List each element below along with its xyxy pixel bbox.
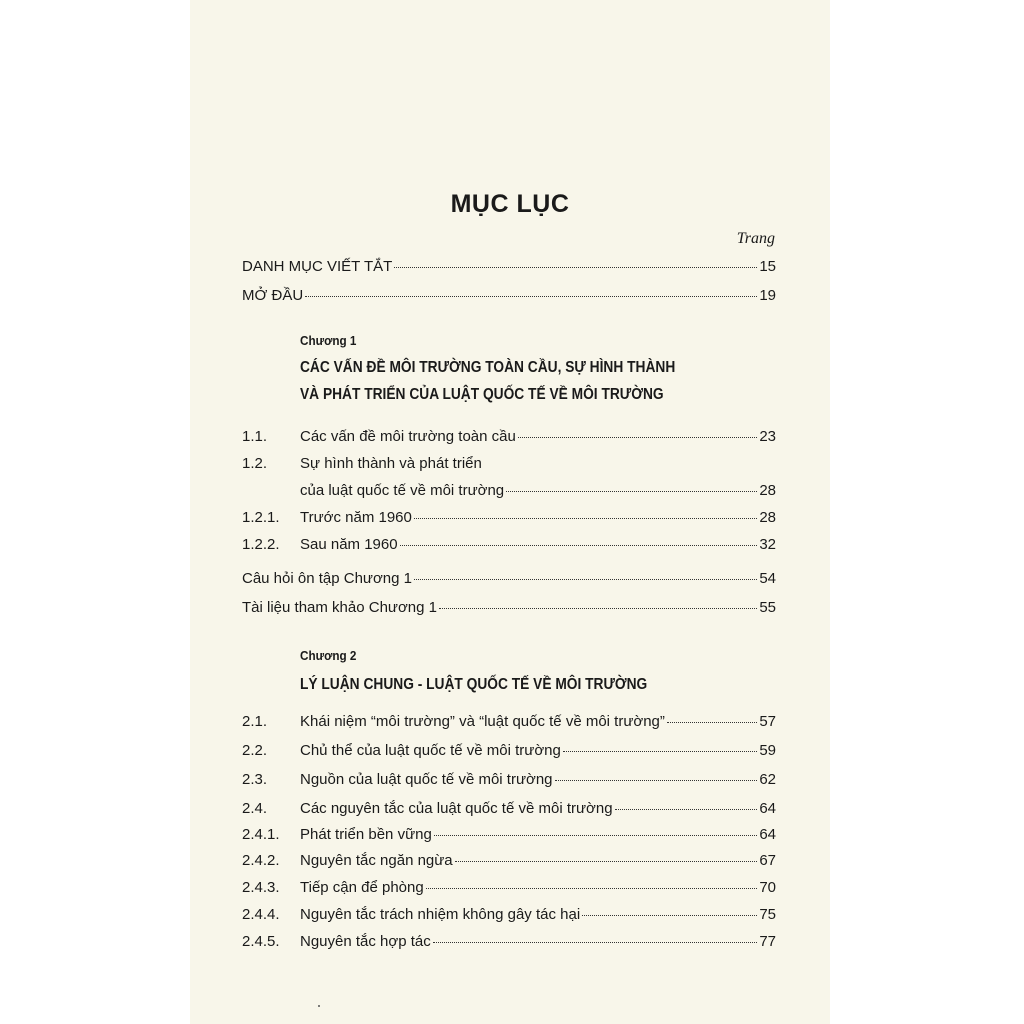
leader-dots <box>414 518 757 519</box>
toc-entry <box>242 713 776 733</box>
toc-entry <box>242 455 776 475</box>
toc-entry <box>242 258 776 278</box>
leader-dots <box>667 722 757 723</box>
entry-text: Khái niệm “môi trường” và “luật quốc tế về môi trường” <box>300 713 665 730</box>
leader-dots <box>433 942 758 943</box>
chapter-label: Chương 2 <box>300 648 357 663</box>
leader-dots <box>615 809 758 810</box>
entry-text: của luật quốc tế về môi trường <box>300 482 505 499</box>
entry-page: 70 <box>759 879 776 896</box>
entry-page: 67 <box>759 852 776 869</box>
entry-number: 2.4.2. <box>242 852 280 869</box>
entry-text: Sau năm 1960 <box>300 536 398 553</box>
toc-entry <box>242 933 776 953</box>
entry-text: Nguồn của luật quốc tế về môi trường <box>300 771 553 788</box>
chapter-heading: LÝ LUẬN CHUNG - LUẬT QUỐC TẾ VỀ MÔI TRƯỜNG <box>300 676 648 693</box>
leader-dots <box>434 835 758 836</box>
entry-page: 55 <box>759 599 776 616</box>
leader-dots <box>400 545 758 546</box>
leader-dots <box>439 608 757 609</box>
entry-page: 28 <box>759 509 776 526</box>
toc-entry <box>242 509 776 529</box>
toc-entry <box>242 482 776 502</box>
entry-page: 77 <box>759 933 776 950</box>
entry-text: Trước năm 1960 <box>300 509 412 526</box>
entry-number: 2.4. <box>242 800 268 817</box>
entry-page: 64 <box>759 800 776 817</box>
entry-page: 19 <box>759 287 776 304</box>
book-page <box>190 0 830 1024</box>
toc-entry <box>242 570 776 590</box>
leader-dots <box>426 888 758 889</box>
toc-entry <box>242 826 776 846</box>
entry-number: 1.2. <box>242 455 268 472</box>
entry-page: 23 <box>759 428 776 445</box>
entry-page: 75 <box>759 906 776 923</box>
entry-text: Nguyên tắc ngăn ngừa <box>300 852 453 869</box>
entry-text: DANH MỤC VIẾT TẮT <box>242 258 393 275</box>
entry-number: 2.4.4. <box>242 906 280 923</box>
toc-entry <box>242 742 776 762</box>
entry-number: 2.1. <box>242 713 268 730</box>
toc-entry <box>242 852 776 872</box>
entry-number: 1.2.1. <box>242 509 280 526</box>
entry-page: 32 <box>759 536 776 553</box>
toc-entry <box>242 906 776 926</box>
entry-text: Sự hình thành và phát triển <box>300 455 482 472</box>
entry-number: 1.2.2. <box>242 536 280 553</box>
entry-number: 2.2. <box>242 742 268 759</box>
leader-dots <box>555 780 758 781</box>
page-title: MỤC LỤC <box>450 190 570 218</box>
entry-text: Nguyên tắc hợp tác <box>300 933 431 950</box>
entry-text: Các nguyên tắc của luật quốc tế về môi trường <box>300 800 613 817</box>
toc-entry <box>242 800 776 820</box>
entry-number: 2.3. <box>242 771 268 788</box>
toc-entry <box>242 599 776 619</box>
toc-entry <box>242 771 776 791</box>
leader-dots <box>414 579 757 580</box>
entry-text: Các vấn đề môi trường toàn cầu <box>300 428 516 445</box>
leader-dots <box>518 437 757 438</box>
entry-page: 62 <box>759 771 776 788</box>
leader-dots <box>506 491 757 492</box>
leader-dots <box>455 861 758 862</box>
chapter-heading: VÀ PHÁT TRIỂN CỦA LUẬT QUỐC TẾ VỀ MÔI TRƯỜNG <box>300 386 664 403</box>
toc-entry <box>242 428 776 448</box>
chapter-label: Chương 1 <box>300 333 357 348</box>
speck <box>318 1005 320 1007</box>
toc-entry <box>242 536 776 556</box>
chapter-heading: CÁC VẤN ĐỀ MÔI TRƯỜNG TOÀN CẦU, SỰ HÌNH THÀNH <box>300 359 676 376</box>
entry-page: 59 <box>759 742 776 759</box>
entry-number: 2.4.1. <box>242 826 280 843</box>
entry-page: 15 <box>759 258 776 275</box>
leader-dots <box>563 751 757 752</box>
entry-page: 57 <box>759 713 776 730</box>
leader-dots <box>582 915 757 916</box>
leader-dots <box>394 267 757 268</box>
entry-number: 2.4.3. <box>242 879 280 896</box>
entry-text: Phát triển bền vững <box>300 826 432 843</box>
entry-text: Tài liệu tham khảo Chương 1 <box>242 599 437 616</box>
entry-page: 54 <box>759 570 776 587</box>
leader-dots <box>305 296 757 297</box>
page-column-label: Trang <box>736 230 775 247</box>
entry-text: Nguyên tắc trách nhiệm không gây tác hại <box>300 906 581 923</box>
entry-page: 64 <box>759 826 776 843</box>
entry-text: MỞ ĐẦU <box>242 287 304 304</box>
toc-entry <box>242 287 776 307</box>
entry-page: 28 <box>759 482 776 499</box>
entry-text: Tiếp cận để phòng <box>300 879 424 896</box>
entry-text: Chủ thể của luật quốc tế về môi trường <box>300 742 561 759</box>
entry-number: 2.4.5. <box>242 933 280 950</box>
entry-text: Câu hỏi ôn tập Chương 1 <box>242 570 412 587</box>
entry-number: 1.1. <box>242 428 268 445</box>
toc-entry <box>242 879 776 899</box>
